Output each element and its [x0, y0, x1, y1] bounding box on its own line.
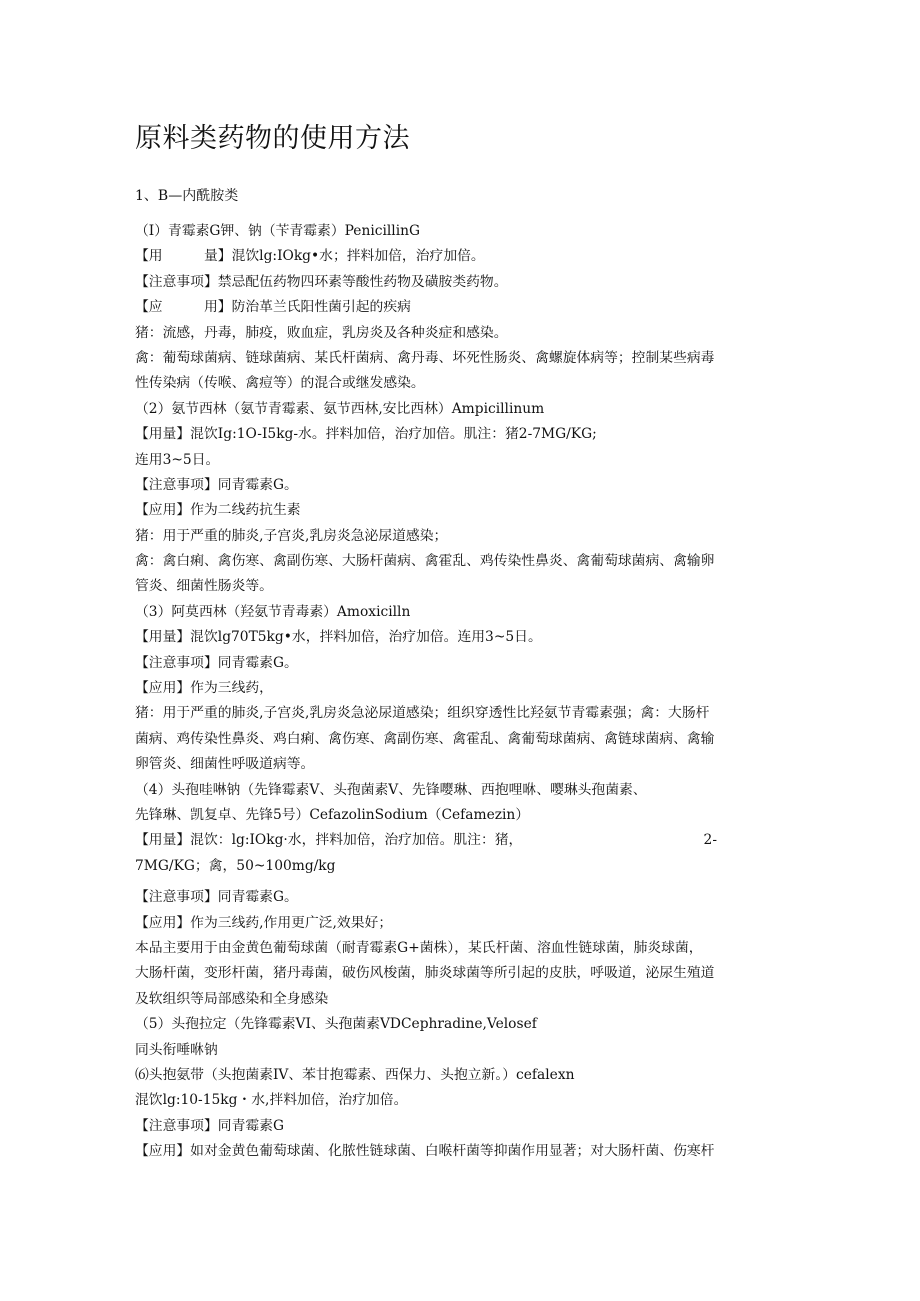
text-line: 【注意事项】同青霉素G。 — [135, 654, 298, 671]
text-line: 【注意事项】同青霉素G — [135, 1117, 284, 1134]
text-line: 禽：葡萄球菌病、链球菌病、某氏杆菌病、禽丹毒、坏死性肠炎、禽螺旋体病等；控制某些病毒 — [135, 349, 715, 366]
section-heading: 1、B—内酰胺类 — [135, 188, 239, 204]
split-line-right: 2- — [703, 832, 717, 849]
text-line: 同头衔唾咻钠 — [135, 1041, 218, 1058]
text-line: 【用量】混饮Ig:1O-I5kg-水。拌料加倍，治疗加倍。肌注：猪2-7MG/KG; — [135, 426, 597, 443]
text-line: 【注意事项】禁忌配伍药物四环素等酸性药物及磺胺类药物。 — [135, 273, 508, 290]
text-line: 混饮lg:10-15kg・水,拌料加倍，治疗加倍。 — [135, 1092, 408, 1109]
text-line: 【注意事项】同青霉素G。 — [135, 889, 298, 906]
text-line: 管炎、细菌性肠炎等。 — [135, 578, 273, 595]
text-line: 及软组织等局部感染和全身感染 — [135, 990, 329, 1007]
text-line: 菌病、鸡传染性鼻炎、鸡白痢、禽伤寒、禽副伤寒、禽霍乱、禽葡萄球菌病、禽链球菌病、禽输 — [135, 730, 715, 747]
text-line: 禽：禽白痢、禽伤寒、禽副伤寒、大肠杆菌病、禽霍乱、鸡传染性鼻炎、禽葡萄球菌病、禽输卵 — [135, 553, 715, 570]
text-line: 猪：流感，丹毒，肺疫，败血症，乳房炎及各种炎症和感染。 — [135, 324, 508, 341]
text-line: 猪：用于严重的肺炎,子宫炎,乳房炎急泌尿道感染；组织穿透性比羟氨节青霉素强；禽：大肠杆 — [135, 705, 710, 722]
document-body — [135, 219, 787, 1164]
text-line: 【用量】混饮lg70T5kg•水，拌料加倍，治疗加倍。连用3~5日。 — [135, 629, 542, 646]
page-title: 原料类药物的使用方法 — [135, 123, 410, 154]
text-line: 性传染病（传喉、禽痘等）的混合或继发感染。 — [135, 375, 425, 392]
text-line: 连用3~5日。 — [135, 451, 220, 468]
text-line: 【注意事项】同青霉素G。 — [135, 476, 298, 493]
split-line-left: 【用量】混饮：lg:IOkg·水，拌料加倍，治疗加倍。肌注：猪， — [135, 832, 523, 849]
text-line: （2）氨节西林（氨节青霉素、氨节西林,安比西林）Ampicillinum — [135, 400, 545, 417]
text-line: 【应用】作为三线药， — [135, 680, 273, 697]
text-line: 【应 用】防治革兰氏阳性菌引起的疾病 — [135, 299, 411, 316]
text-line: （4）头孢哇啉钠（先锋霉素V、头孢菌素V、先锋嘤琳、西抱哩咻、嘤琳头孢菌素、 — [135, 781, 647, 798]
text-line: 卵管炎、细菌性呼吸道病等。 — [135, 756, 315, 773]
text-line: 猪：用于严重的肺炎,子宫炎,乳房炎急泌尿道感染； — [135, 527, 448, 544]
text-line: （I）青霉素G钾、钠（苄青霉素）PenicillinG — [135, 223, 421, 239]
text-line: 大肠杆菌，变形杆菌，猪丹毒菌，破伤风梭菌，肺炎球菌等所引起的皮肤，呼吸道，泌尿生殖道 — [135, 965, 715, 982]
split-text-line — [135, 828, 787, 853]
text-line: （5）头孢拉定（先锋霉素VI、头孢菌素VDCephradine,Velosef — [135, 1016, 537, 1033]
text-line: 7MG/KG；禽，50~100mg/kg — [135, 857, 336, 874]
text-line: 【应用】如对金黄色葡萄球菌、化脓性链球菌、白喉杆菌等抑菌作用显著；对大肠杆菌、伤寒杆 — [135, 1143, 715, 1160]
text-line: ⑹头抱氨带（头抱菌素IV、苯甘抱霉素、西保力、头抱立新。）cefalexn — [135, 1066, 575, 1083]
text-line: 本品主要用于由金黄色葡萄球菌（耐青霉素G+菌株），某氏杆菌、溶血性链球菌，肺炎球菌， — [135, 939, 703, 956]
text-line: 先锋琳、凯复卓、先锋5号）CefazolinSodium（Cefamezin） — [135, 806, 530, 823]
text-line: 【应用】作为二线药抗生素 — [135, 502, 301, 519]
text-line: 【用 量】混饮lg:IOkg•水；拌料加倍，治疗加倍。 — [135, 248, 485, 265]
text-line: （3）阿莫西林（羟氨节青毒素）Amoxicilln — [135, 603, 411, 620]
text-line: 【应用】作为三线药,作用更广泛,效果好； — [135, 914, 393, 931]
